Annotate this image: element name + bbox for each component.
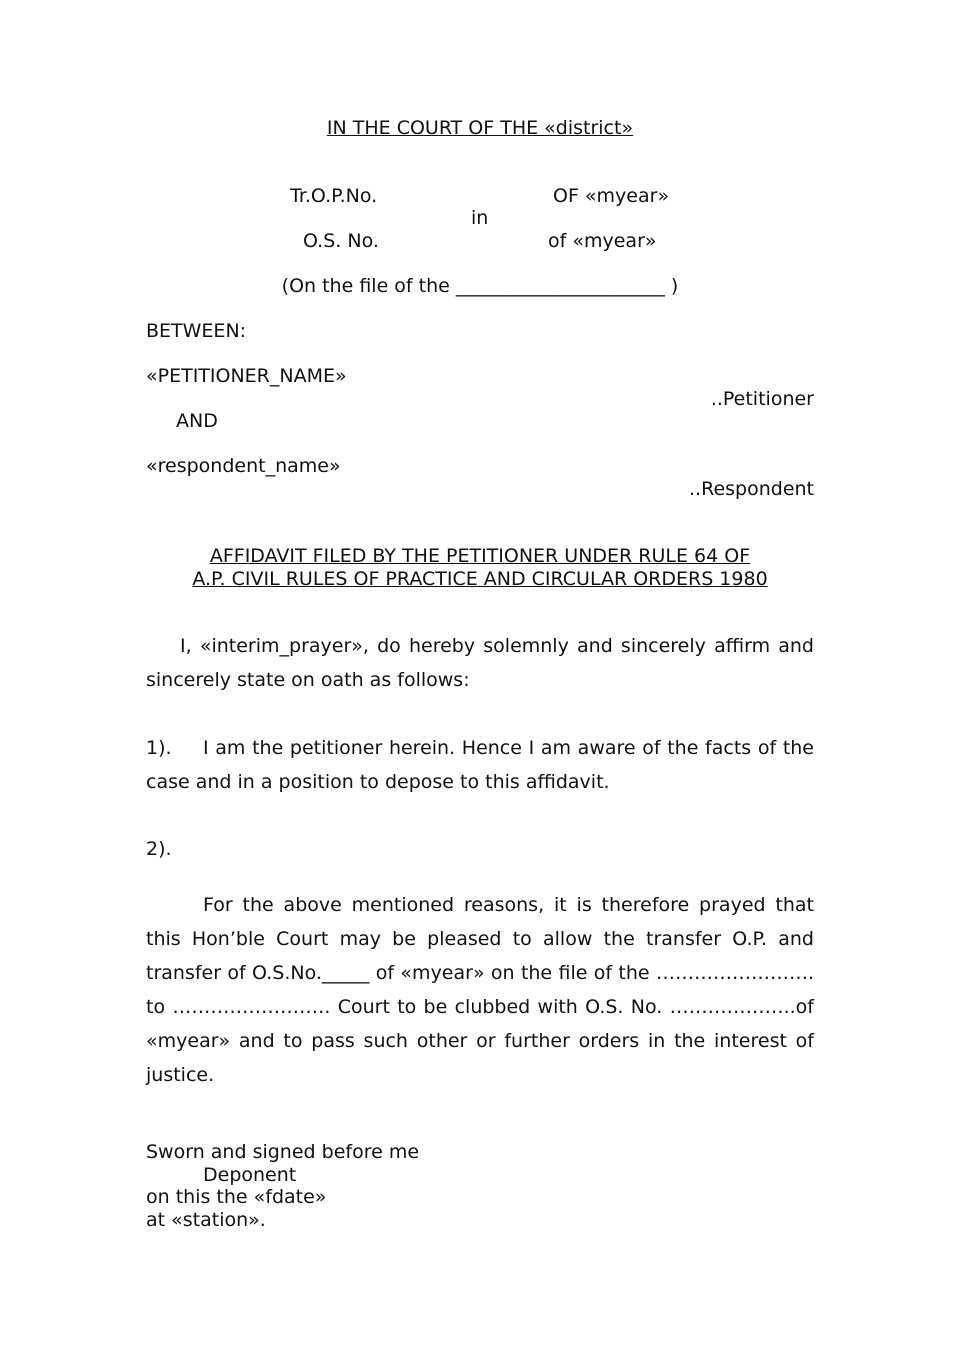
prayer-paragraph: For the above mentioned reasons, it is therefore prayed that this Hon’ble Court may be pleased to allow the transfer O.P. and transfer of O.S.No._____ of «myear» on the file of the ……………………. to ……………………. Court to be clubbed with O.S. No. ………………..of «myear» and to pass such other or further orders in the interest of justice.: [146, 894, 814, 1086]
op-year-label: OF «myear»: [553, 185, 670, 207]
in-connector: in: [471, 207, 489, 229]
tr-op-no-label: Tr.O.P.No.: [290, 185, 378, 207]
affidavit-heading-line1: AFFIDAVIT FILED BY THE PETITIONER UNDER RULE 64 OF: [209, 545, 751, 567]
signature-block: [146, 1141, 419, 1231]
petitioner-role: ..Petitioner: [710, 388, 814, 410]
court-title: IN THE COURT OF THE «district»: [326, 117, 634, 139]
date-line: on this the «fdate»: [146, 1186, 327, 1209]
intro-paragraph: I, «interim_prayer», do hereby solemnly and sincerely affirm and sincerely state on oath as follows:: [146, 635, 814, 691]
item-2-number: 2).: [146, 838, 172, 860]
item-1-number: 1).: [146, 737, 172, 759]
between-label: BETWEEN:: [146, 320, 247, 342]
and-label: AND: [176, 410, 218, 432]
station-line: at «station».: [146, 1208, 266, 1231]
respondent-role: ..Respondent: [689, 478, 814, 500]
deponent-label: Deponent: [203, 1163, 297, 1186]
sworn-line: Sworn and signed before me: [146, 1141, 420, 1163]
item-1-text: I am the petitioner herein. Hence I am aware of the facts of the case and in a position to depose to this affidavit.: [146, 737, 814, 793]
os-no-label: O.S. No.: [303, 230, 379, 252]
item-1-paragraph: [146, 731, 814, 799]
affidavit-heading-line2: A.P. CIVIL RULES OF PRACTICE AND CIRCULAR ORDERS 1980: [192, 568, 768, 590]
os-year-label: of «myear»: [548, 230, 657, 252]
on-file-line: (On the file of the ______________________ ): [281, 275, 679, 297]
respondent-name: «respondent_name»: [146, 455, 341, 477]
petitioner-name: «PETITIONER_NAME»: [146, 365, 347, 387]
